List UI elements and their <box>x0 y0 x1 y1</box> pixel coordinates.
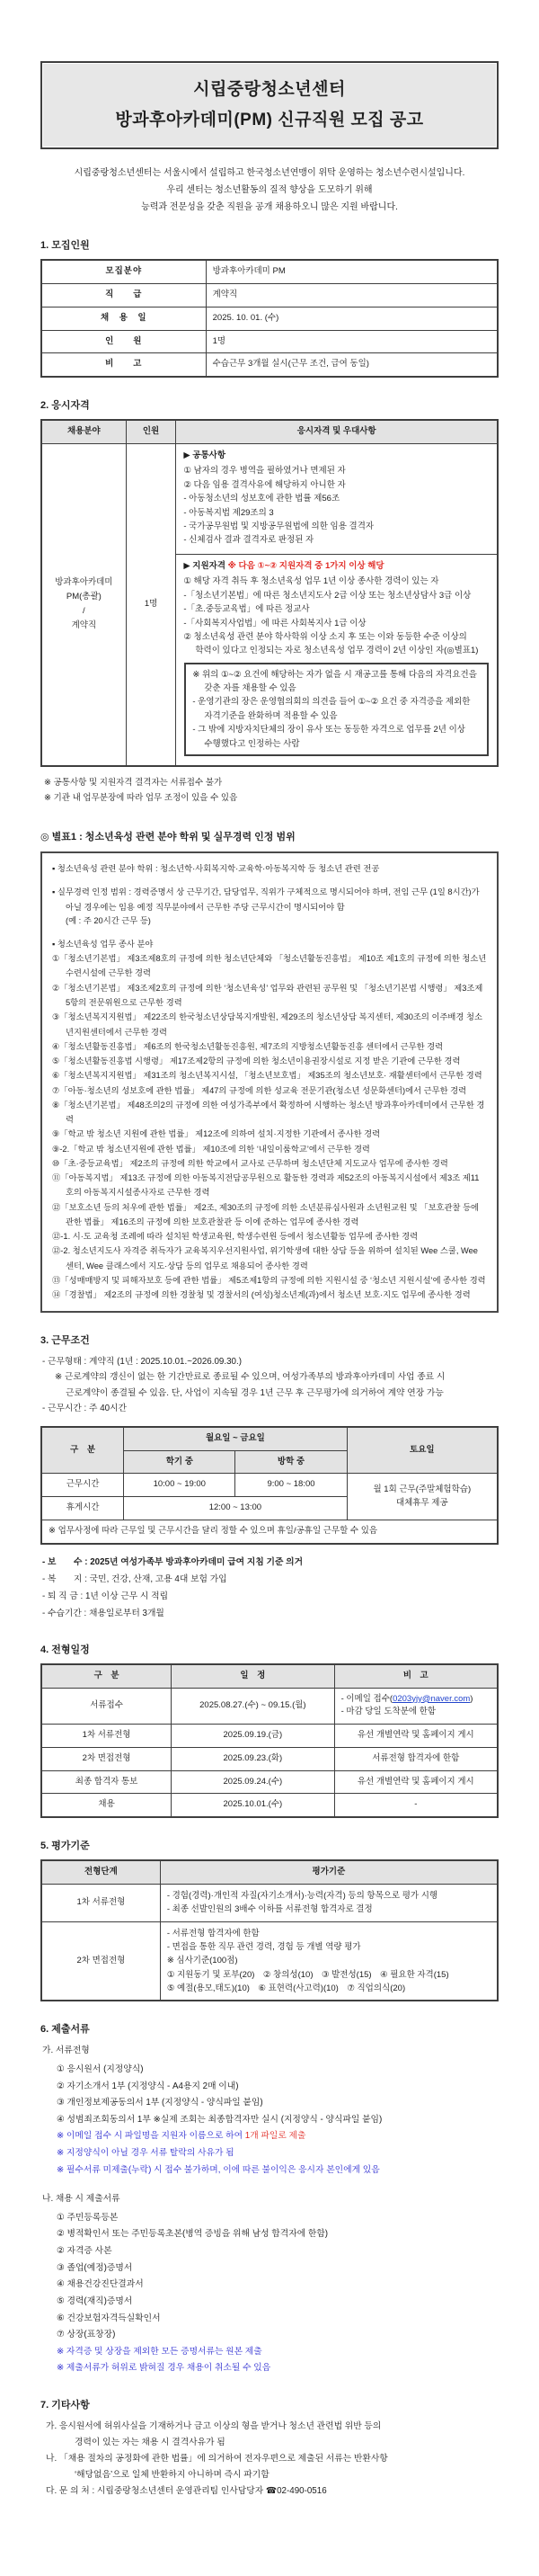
break-time-value: 12:00 ~ 13:00 <box>124 1497 347 1520</box>
salary-line: - 보 수 : 2025년 여성가족부 방과후아카데미 급여 지침 기준 의거 <box>42 1556 304 1567</box>
required-document-item: ① 응시원서 (지정양식) <box>57 2064 144 2074</box>
table-header-row <box>41 1664 498 1688</box>
interview-row <box>41 1921 498 2001</box>
remark-cell: 서류전형 합격자에 한함 <box>334 1747 498 1770</box>
requalification-note-box <box>184 663 489 756</box>
email-note-line: - 이메일 접수(0203yjy@naver.com) <box>340 1693 473 1704</box>
table-row <box>41 353 498 377</box>
header-count: 인원 <box>126 420 176 443</box>
row-value: 계약직 <box>206 284 498 308</box>
misc-item-contact: 다. 문 의 처 : 시립중랑청소년센터 운영관리팀 인사담당자 ☎02-490-0516 <box>46 2486 327 2497</box>
benefit-line: - 퇴 직 금 : 1년 이상 근무 시 적립 <box>42 1591 169 1601</box>
table-header-row <box>41 1427 498 1450</box>
section3-heading: 3. 근무조건 <box>40 1334 90 1346</box>
table-row <box>41 284 498 308</box>
header-field: 채용분야 <box>41 420 126 443</box>
date-cell: 2025.09.19.(금) <box>172 1725 334 1748</box>
hiring-document-item: ② 자격증 사본 <box>57 2246 112 2257</box>
remark-cell: - <box>334 1794 498 1817</box>
schedule-footnote: ※ 업무사정에 따라 근무일 및 근무시간을 달리 정할 수 있으며 휴일/공휴일 근무할 수 있음 <box>41 1520 498 1543</box>
documents-hiring-block <box>42 2191 499 2377</box>
field-line: / <box>83 606 85 617</box>
remark-cell: 유선 개별연락 및 홈페이지 게시 <box>334 1725 498 1748</box>
appendix1-heading: ◎ 별표1 : 청소년육성 관련 분야 학위 및 실무경력 인정 범위 <box>40 832 296 843</box>
application-email-link[interactable]: 0203yjy@naver.com <box>393 1693 471 1704</box>
qualification-title: ▶ 지원자격 ※ 다음 ①~② 지원자격 중 1가지 이상 해당 <box>183 560 384 571</box>
vacation-hours: 9:00 ~ 18:00 <box>235 1474 347 1497</box>
work-field-item: ⑫-2. 청소년지도사 자격증 취득자가 교육복지우선지원사업, 위기학생에 대한 상담 등을 위하여 설치된 Wee 스쿨, Wee 센터, Wee 클래스에서 지도·상담 등의 업무로 채용되어 종사한 경력 <box>52 1246 478 1270</box>
field-line: PM(총괄) <box>66 592 102 602</box>
common-item: ① 남자의 경우 병역을 필하였거나 면제된 자 <box>183 466 346 477</box>
employment-type-note-1: ※ 근로계약의 갱신이 없는 한 기간만료로 종료될 수 있으며, 여성가족부의 방과후아카데미 사업 종료 시 <box>55 1372 446 1383</box>
recruitment-summary-table <box>40 259 499 378</box>
required-document-item: ② 자기소개서 1부 (지정양식 - A4용지 2매 이내) <box>57 2081 239 2091</box>
hiring-document-item: ⑥ 건강보험자격득실확인서 <box>57 2313 161 2323</box>
work-field-item: ⑥「청소년복지지원법」 제31조의 청소년복지시설, 「청소년보호법」 제35조의 청소년보호· 재활센터에서 근무한 경력 <box>52 1071 482 1081</box>
date-cell: 2025.08.27.(수) ~ 09.15.(월) <box>172 1688 334 1724</box>
hiring-document-note: ※ 제출서류가 허위로 밝혀질 경우 채용이 취소될 수 있음 <box>57 2363 271 2374</box>
eligibility-notes <box>44 775 499 806</box>
stage-cell: 1차 서류전형 <box>41 1884 160 1921</box>
table-row <box>41 307 498 330</box>
criteria-cell <box>160 1884 498 1921</box>
misc-block <box>46 2419 499 2500</box>
work-field-item: ⑫-1. 시·도 교육청 조례에 따라 설치된 학생교육원, 학생수련원 등에서 청소년활동 업무에 종사한 경력 <box>52 1232 419 1242</box>
header-vacation: 방학 중 <box>235 1450 347 1474</box>
benefit-line: - 수습기간 : 채용일로부터 3개월 <box>42 1608 164 1618</box>
row-label: 인 원 <box>41 330 206 353</box>
work-hours-row <box>41 1474 498 1497</box>
field-line: 방과후아카데미 <box>55 577 113 587</box>
experience-scope-line-1: ▪ 실무경력 인정 범위 : 경력증명서 상 근무기간, 담당업무, 직위가 구체적으로 명시되어야 하며, 전임 근무 (1일 8시간)가 아닐 경우에는 임용 예정 직무분야에서 근무한 주당 근무시간이 명시되어야 함 <box>52 887 480 912</box>
criteria-line: - 서류전형 합격자에 한함 <box>166 1928 260 1939</box>
work-field-item: ①「청소년기본법」 제3조제8호의 규정에 의한 청소년단체와 「청소년활동진흥법」 제10조 제1호의 규정에 의한 청소년수련시설에 근무한 경력 <box>52 954 487 978</box>
criteria-line: ① 지원동기 및 포부(20) ② 창의성(10) ③ 발전성(15) ④ 필요한 자격(15) <box>166 1969 449 1980</box>
intro-line-3: 능력과 전문성을 갖춘 직원을 공개 채용하오니 많은 지원 바랍니다. <box>141 202 398 213</box>
compensation-lines <box>42 1554 499 1622</box>
schedule-row <box>41 1747 498 1770</box>
hiring-document-item: ④ 채용건강진단결과서 <box>57 2279 144 2290</box>
application-row <box>41 1688 498 1724</box>
date-cell: 2025.09.23.(화) <box>172 1747 334 1770</box>
boxed-note-line: - 운영기관의 장은 운영협의회의 의견을 들어 ①~② 요건 중 자격증을 제외한 자격기준을 완화하며 적용할 수 있음 <box>192 697 471 721</box>
criteria-line: ※ 심사기준(100점) <box>166 1956 238 1966</box>
criteria-cell <box>160 1921 498 2001</box>
work-field-item: ⑭「경찰법」 제2조의 규정에 의한 경찰청 및 경찰서의 (여성)청소년계(과)에서 청소년 보호·지도 업무에 종사한 경력 <box>52 1290 471 1300</box>
document-screening-row <box>41 1884 498 1921</box>
common-item: ② 다음 임용 결격사유에 해당하지 아니한 자 <box>183 479 346 490</box>
row-label: 채 용 일 <box>41 307 206 330</box>
table-row <box>41 260 498 283</box>
schedule-footnote-row <box>41 1520 498 1543</box>
common-requirements-block <box>176 444 497 554</box>
intro-line-2: 우리 센터는 청소년활동의 질적 향상을 도모하기 위해 <box>166 185 373 196</box>
section2-heading: 2. 응시자격 <box>40 399 90 411</box>
experience-scope-line-2: (예 : 주 20시간 근무 등) <box>66 915 151 925</box>
hiring-document-item: ⑤ 경력(재직)증명서 <box>57 2295 133 2306</box>
employment-type-note-2: 근로계약이 종결될 수 있음. 단, 사업이 지속될 경우 1년 근무 후 근무평가에 의거하여 계약 연장 가능 <box>66 1387 444 1398</box>
common-item: - 아동청소년의 성보호에 관한 법률 제56조 <box>183 494 340 504</box>
work-schedule-table <box>40 1426 499 1545</box>
documents-screening-block <box>42 2043 499 2179</box>
work-field-item: ⑨「학교 밖 청소년 지원에 관한 법률」 제12조에 의하여 설치·지정한 기관에서 종사한 경력 <box>52 1129 381 1139</box>
break-time-label: 휴게시간 <box>41 1497 124 1520</box>
criteria-line: - 경험(경력)·개인적 자질(자기소개서)·능력(자격) 등의 항목으로 평가 시행 <box>166 1890 438 1901</box>
common-item: - 신체검사 결과 결격자로 판정된 자 <box>183 535 314 546</box>
boxed-note-line: ※ 위의 ①~② 요건에 해당하는 자가 없을 시 재공고를 통해 다음의 자격요건을 갖춘 자를 채용할 수 있음 <box>192 669 477 693</box>
hiring-document-note: ※ 자격증 및 상장을 제외한 모든 증명서류는 원본 제출 <box>57 2346 262 2357</box>
requirements-cell <box>176 443 498 766</box>
semester-hours: 10:00 ~ 19:00 <box>124 1474 235 1497</box>
required-document-item: ④ 성범죄조회동의서 1부 ※실제 조회는 최종합격자만 실시 (지정양식 - 양식파일 붙임) <box>57 2114 383 2125</box>
evaluation-criteria-table <box>40 1859 499 2001</box>
work-field-item: ⑫「보호소년 등의 처우에 관한 법률」 제2조, 제30조의 규정에 의한 소년분류심사원과 소년원교원 및 「보호관찰 등에 관한 법률」 제16조의 규정에 의한 보호관찰관 등 이에 준하는 업무에 종사한 경력 <box>52 1202 480 1226</box>
stage-cell: 서류접수 <box>41 1688 172 1724</box>
saturday-cell <box>347 1474 498 1520</box>
header-remark: 비 고 <box>334 1664 498 1688</box>
submission-note: ※ 필수서류 미제출(누락) 시 접수 불가하며, 이에 따른 불이익은 응시자 본인에게 있음 <box>57 2164 380 2175</box>
org-name: 시립중랑청소년센터 <box>193 80 346 99</box>
row-label: 모집분야 <box>41 260 206 283</box>
saturday-line-2: 대체휴무 제공 <box>395 1497 448 1508</box>
eligibility-table <box>40 419 499 767</box>
work-field-item: ⑩「초·중등교육법」 제2조의 규정에 의한 학교에서 교사로 근무하며 청소년단체 지도교사 업무에 종사한 경력 <box>52 1158 448 1168</box>
schedule-row <box>41 1794 498 1817</box>
eligibility-note-line: ※ 기관 내 업무분장에 따라 업무 조정이 있을 수 있음 <box>44 792 238 803</box>
required-document-item: ③ 개인정보제공동의서 1부 (지정양식 - 양식파일 붙임) <box>57 2098 263 2108</box>
boxed-note-line: - 그 밖에 지방자치단체의 장이 유사 또는 동등한 자격으로 업무를 2년 이상 수행했다고 인정하는 사람 <box>192 725 465 749</box>
appendix1-degree-scope: ▪ 청소년육성 관련 분야 학위 : 청소년학·사회복지학·교육학·아동복지학 등 청소년 관련 전공 <box>52 864 380 874</box>
qualification-item: -「청소년기본법」에 따른 청소년지도사 2급 이상 또는 청소년상담사 3급 이상 <box>183 590 472 601</box>
sub-heading-a: 가. 서류전형 <box>42 2046 90 2056</box>
header-stage: 구 분 <box>41 1664 172 1688</box>
sub-heading-b: 나. 채용 시 제출서류 <box>42 2194 120 2205</box>
notice-title-box <box>40 61 499 149</box>
appendix1-work-fields <box>52 937 487 1303</box>
section7-heading: 7. 기타사항 <box>40 2399 90 2411</box>
notice-title: 방과후아카데미(PM) 신규직원 모집 공고 <box>115 111 424 130</box>
table-row <box>41 330 498 353</box>
row-label: 직 급 <box>41 284 206 308</box>
intro-line-1: 시립중랑청소년센터는 서울시에서 설립하고 한국청소년연맹이 위탁 운영하는 청소년수련시설입니다. <box>74 168 465 179</box>
work-field-item: ⑧「청소년기본법」 제48조의2의 규정에 의한 여성가족부에서 확정하여 시행하는 청소년 방과후아카데미에서 근무한 경력 <box>52 1100 485 1125</box>
header-criteria: 평가기준 <box>160 1860 498 1884</box>
qualification-block <box>176 554 497 765</box>
stage-cell: 채용 <box>41 1794 172 1817</box>
eligibility-row <box>41 443 498 766</box>
misc-item-a: 가. 응시원서에 허위사실을 기재하거나 금고 이상의 형을 받거나 청소년 관련법 위반 등의 경력이 있는 자는 채용 시 결격사유가 됨 <box>46 2420 382 2448</box>
qualification-item: -「사회복지사업법」에 따른 사회복지사 1급 이상 <box>183 618 367 628</box>
qualification-item: ② 청소년육성 관련 분야 학사학위 이상 소지 후 또는 이와 동등한 수준 이상의 학력이 있다고 인정되는 자로 청소년육성 업무 경력이 2년 이상인 자(◎별표1) <box>183 631 479 656</box>
stage-cell: 1차 서류전형 <box>41 1725 172 1748</box>
remark-cell: 유선 개별연락 및 홈페이지 게시 <box>334 1770 498 1794</box>
intro-paragraph <box>40 165 499 216</box>
misc-item-b: 나. 「채용 절차의 공정화에 관한 법률」에 의거하여 전자우편으로 제출된 서류는 반환사항 ‘해당없음’으로 일체 반환하지 아니하며 즉시 파기함 <box>46 2454 388 2481</box>
schedule-row <box>41 1770 498 1794</box>
qualification-item: -「초.중등교육법」에 따른 정교사 <box>183 604 310 615</box>
hiring-document-item: ⑦ 상장(표창장) <box>57 2330 116 2340</box>
criteria-line: - 면접을 통한 직무 관련 경력, 경험 등 개별 역량 평가 <box>166 1941 361 1952</box>
date-cell: 2025.10.01.(수) <box>172 1794 334 1817</box>
row-value: 방과후아카데미 PM <box>206 260 498 283</box>
work-field-item: ⑬「성매매방지 및 피해자보호 등에 관한 법률」 제5조제1항의 규정에 의한 지원시설 중 ‘청소년 지원시설’에 종사한 경력 <box>52 1276 486 1286</box>
common-item: - 국가공무원법 및 지방공무원법에 의한 임용 결격자 <box>183 521 375 531</box>
field-cell <box>41 443 126 766</box>
work-conditions-lines <box>42 1354 499 1418</box>
work-hours-line: - 근무시간 : 주 40시간 <box>42 1404 128 1414</box>
submission-note-mixed: ※ 이메일 접수 시 파일명을 지원자 이름으로 하여 1개 파일로 제출 <box>57 2131 306 2142</box>
stage-cell: 2차 면접전형 <box>41 1921 160 2001</box>
table-header-row <box>41 1860 498 1884</box>
qualification-title-note: ※ 다음 ①~② 지원자격 중 1가지 이상 해당 <box>227 560 384 571</box>
row-value: 1명 <box>206 330 498 353</box>
saturday-line-1: 월 1회 근무(주말체험학습) <box>373 1484 472 1494</box>
work-field-item: ②「청소년기본법」 제3조제2호의 규정에 의한 ‘청소년육성’ 업무와 관련된 공무원 및 「청소년기본법 시행령」 제3조제5항의 전문위원으로 근무한 경력 <box>52 983 483 1007</box>
submission-note: ※ 지정양식이 아닐 경우 서류 탈락의 사유가 됨 <box>57 2148 234 2159</box>
criteria-line: - 최종 선발인원의 3배수 이하를 서류전형 합격자로 결정 <box>166 1904 373 1915</box>
count-cell: 1명 <box>126 443 176 766</box>
stage-cell: 최종 합격자 통보 <box>41 1770 172 1794</box>
work-fields-title: ▪ 청소년육성 업무 종사 분야 <box>52 939 154 949</box>
schedule-row <box>41 1725 498 1748</box>
deadline-note-line: - 마감 당일 도착분에 한함 <box>340 1707 437 1717</box>
header-saturday: 토요일 <box>347 1427 498 1474</box>
appendix1-experience-scope <box>52 885 487 928</box>
row-label: 비 고 <box>41 353 206 377</box>
submission-note-red-part: 1개 파일로 제출 <box>244 2131 306 2142</box>
header-weekdays: 월요일 ~ 금요일 <box>124 1427 347 1450</box>
work-hours-label: 근무시간 <box>41 1474 124 1497</box>
hiring-document-item: ② 병적확인서 또는 주민등록초본(병역 증빙을 위해 남성 합격자에 한함) <box>57 2229 329 2240</box>
benefit-line: - 복 지 : 국민, 건강, 산재, 고용 4대 보험 가입 <box>42 1573 227 1584</box>
section4-heading: 4. 전형일정 <box>40 1645 90 1656</box>
common-title: ▶ 공통사항 <box>183 450 226 460</box>
row-value: 수습근무 3개월 실시(근무 조건, 급여 동일) <box>206 353 498 377</box>
table-header-row <box>41 420 498 443</box>
work-field-item: ⑪「아동복지법」 제13조 규정에 의한 아동복지전담공무원으로 활동한 경력과 제52조의 아동복지시설에서 제3조 제11호의 아동복지시설종사자로 근무한 경력 <box>52 1173 480 1198</box>
stage-cell: 2차 면접전형 <box>41 1747 172 1770</box>
common-item: - 아동복지법 제29조의 3 <box>183 507 274 518</box>
qualification-item: ① 해당 자격 취득 후 청소년육성 업무 1년 이상 종사한 경력이 있는 자 <box>183 576 439 587</box>
work-field-item: ④「청소년활동진흥법」 제6조의 한국청소년활동진흥원, 제7조의 지방청소년활동진흥 센터에서 근무한 경력 <box>52 1041 444 1051</box>
header-division: 구 분 <box>41 1427 124 1474</box>
eligibility-note-line: ※ 공통사항 및 지원자격 결격자는 서류접수 불가 <box>44 777 223 788</box>
header-stage: 전형단계 <box>41 1860 160 1884</box>
header-semester: 학기 중 <box>124 1450 235 1474</box>
work-field-item: ⑨-2.「학교 밖 청소년지원에 관한 법률」 제10조에 의한 ‘내일이룸학교’에서 근무한 경력 <box>52 1144 370 1154</box>
employment-type-line: - 근무형태 : 계약직 (1년 : 2025.10.01.~2026.09.30.) <box>42 1356 242 1367</box>
row-value: 2025. 10. 01. (수) <box>206 307 498 330</box>
remark-cell <box>334 1688 498 1724</box>
criteria-line: ⑤ 예절(용모,태도)(10) ⑥ 표현력(사고력)(10) ⑦ 직업의식(20) <box>166 1983 406 1994</box>
work-field-item: ⑦「아동·청소년의 성보호에 관한 법률」 제47의 규정에 의한 성교육 전문기관(청소년 성문화센터)에서 근무한 경력 <box>52 1085 467 1095</box>
date-cell: 2025.09.24.(수) <box>172 1770 334 1794</box>
work-field-item: ③「청소년복지지원법」 제22조의 한국청소년상담복지개발원, 제29조의 청소년상담 복지센터, 제30조의 이주배경 청소년지원센터에서 근무한 경력 <box>52 1012 482 1037</box>
header-requirements: 응시자격 및 우대사항 <box>176 420 498 443</box>
field-line: 계약직 <box>71 620 97 631</box>
appendix1-box <box>40 851 499 1312</box>
hiring-document-item: ③ 졸업(예정)증명서 <box>57 2262 133 2273</box>
section6-heading: 6. 제출서류 <box>40 2024 90 2036</box>
hiring-document-item: ① 주민등록등본 <box>57 2212 119 2223</box>
section1-heading: 1. 모집인원 <box>40 240 90 252</box>
header-date: 일 정 <box>172 1664 334 1688</box>
selection-schedule-table <box>40 1663 499 1818</box>
work-field-item: ⑤「청소년활동진흥법 시행령」 제17조제2항의 규정에 의한 청소년이용권장시설로 지정 받은 기관에 근무한 경력 <box>52 1056 461 1066</box>
section5-heading: 5. 평가기준 <box>40 1841 90 1852</box>
